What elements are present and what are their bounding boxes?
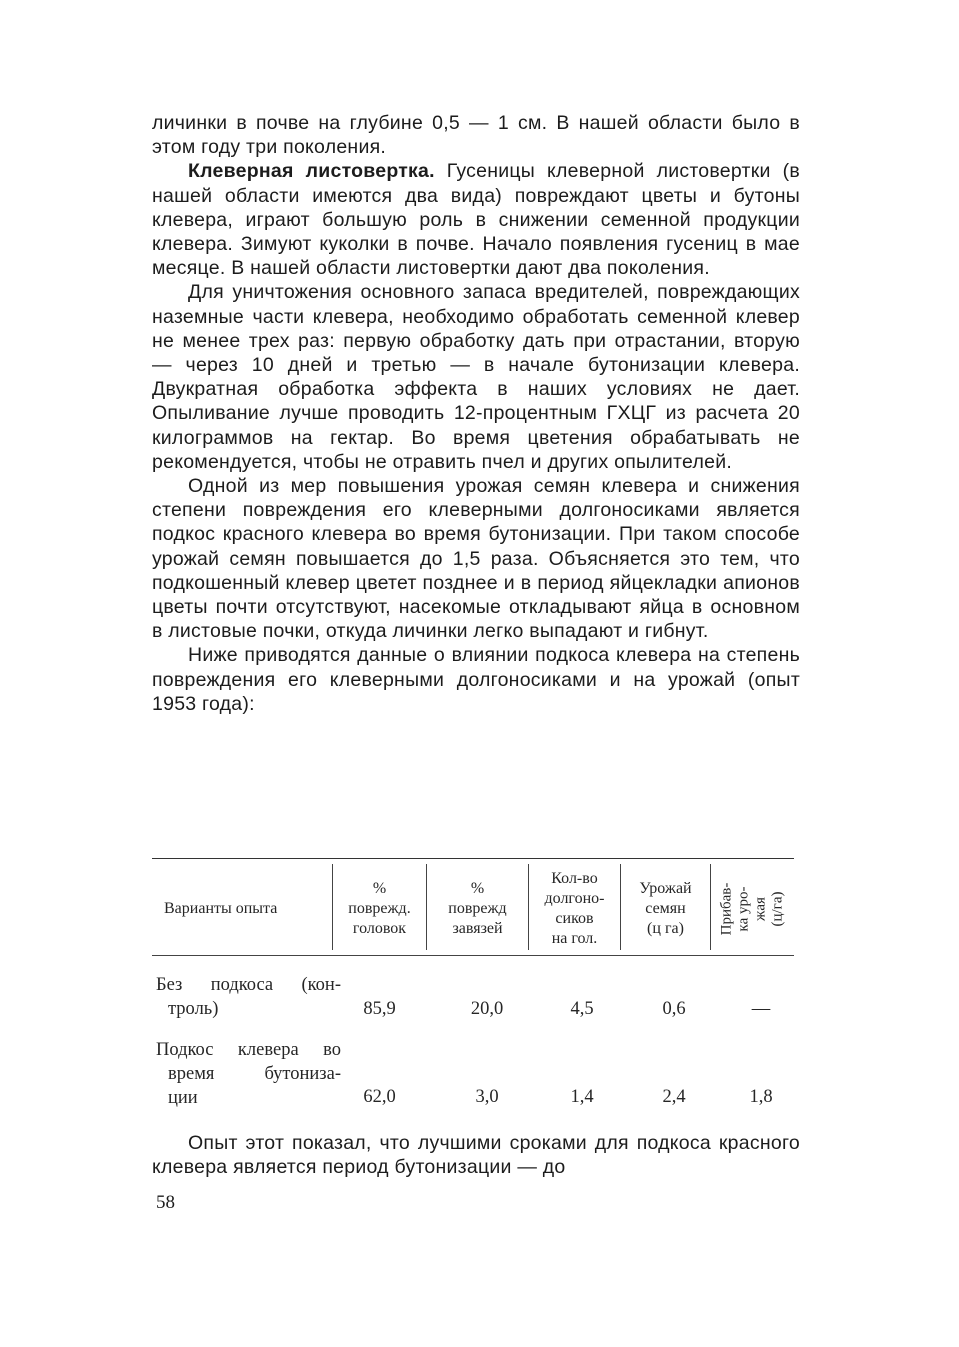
- table-cell: 0,6: [662, 999, 686, 1019]
- header-damaged-ovaries: % поврежд завязей: [448, 880, 507, 937]
- table-cell: 2,4: [662, 1087, 686, 1107]
- paragraph-3: Для уничтожения основного запаса вредителей, повреждающих наземные части клевера, необходимо обработать семенной клевер не менее трех раз: первую обработку дать при отрастании, вторую — через 10 дней и третью — в начале бутонизации клевера. Двукратная обработка эффекта в наших условиях не дает. Опыливание лучше проводить 12-процентным ГХЦГ из расчета 20 килограммов на гектар. Во время цветения обрабатывать не рекомендуется, чтобы не отравить пчел и других опылителей.: [152, 281, 800, 473]
- table-cell: 85,9: [363, 999, 396, 1019]
- paragraph-6: Опыт этот показал, что лучшими сроками для подкоса красного клевера является период бутонизации — до: [152, 1132, 800, 1179]
- paragraph-5: Ниже приводятся данные о влиянии подкоса клевера на степень повреждения его клеверными долгоносиками и на урожай (опыт 1953 года):: [152, 644, 800, 715]
- header-damaged-heads: % поврежд. головок: [348, 880, 411, 937]
- header-variants: Варианты опыта: [164, 900, 278, 917]
- header-yield-increase: Прибав- ка уро- жая (ц/га): [718, 882, 786, 936]
- main-text: [152, 111, 800, 716]
- table-cell: —: [751, 999, 771, 1019]
- table-top-rule: [152, 858, 794, 859]
- table-cell: 20,0: [470, 999, 504, 1019]
- row-label-control: Без подкоса (кон- троль): [156, 975, 341, 1019]
- section-heading: Клеверная листовертка.: [188, 160, 435, 183]
- page-number: 58: [156, 1192, 175, 1213]
- header-weevil-count: Кол-во долгоно- сиков на гол.: [544, 870, 605, 947]
- table-cell: 3,0: [475, 1087, 499, 1107]
- row-label-mowing: Подкос клевера во время бутониза- ции: [156, 1040, 341, 1108]
- paragraph-4: Одной из мер повышения урожая семян клевера и снижения степени повреждения его клеверными долгоносиками является подкос красного клевера во время бутонизации. При таком способе урожай семян повышается до 1,5 раза. Объясняется это тем, что подкошенный клевер цветет позднее и в период яйцекладки апионов цветы почти отсутствуют, насекомые откладывают яйца в основном в листовые почки, откуда личинки легко выпадают и гибнут.: [152, 475, 800, 643]
- table-cell: 4,5: [570, 999, 594, 1019]
- paragraph-2: [152, 159, 800, 280]
- paragraph-1: личинки в почве на глубине 0,5 — 1 см. В нашей области было в этом году три поколения.: [152, 112, 800, 159]
- table-cell: 1,4: [570, 1087, 594, 1107]
- header-seed-yield: Урожай семян (ц га): [639, 880, 692, 937]
- table-cell: 1,8: [749, 1087, 773, 1107]
- closing-text: [152, 1131, 800, 1179]
- table-cell: 62,0: [363, 1087, 396, 1107]
- table-header-rule: [152, 955, 794, 956]
- paragraph-2-text: Гусеницы клеверной листовертки (в нашей области имеются два вида) повреждают цветы и бутоны клевера, играют большую роль в снижении семенной продукции клевера. Зимуют куколки в почве. Начало появления гусениц в мае месяце. В нашей области листовертки дают два поколения.: [152, 160, 800, 280]
